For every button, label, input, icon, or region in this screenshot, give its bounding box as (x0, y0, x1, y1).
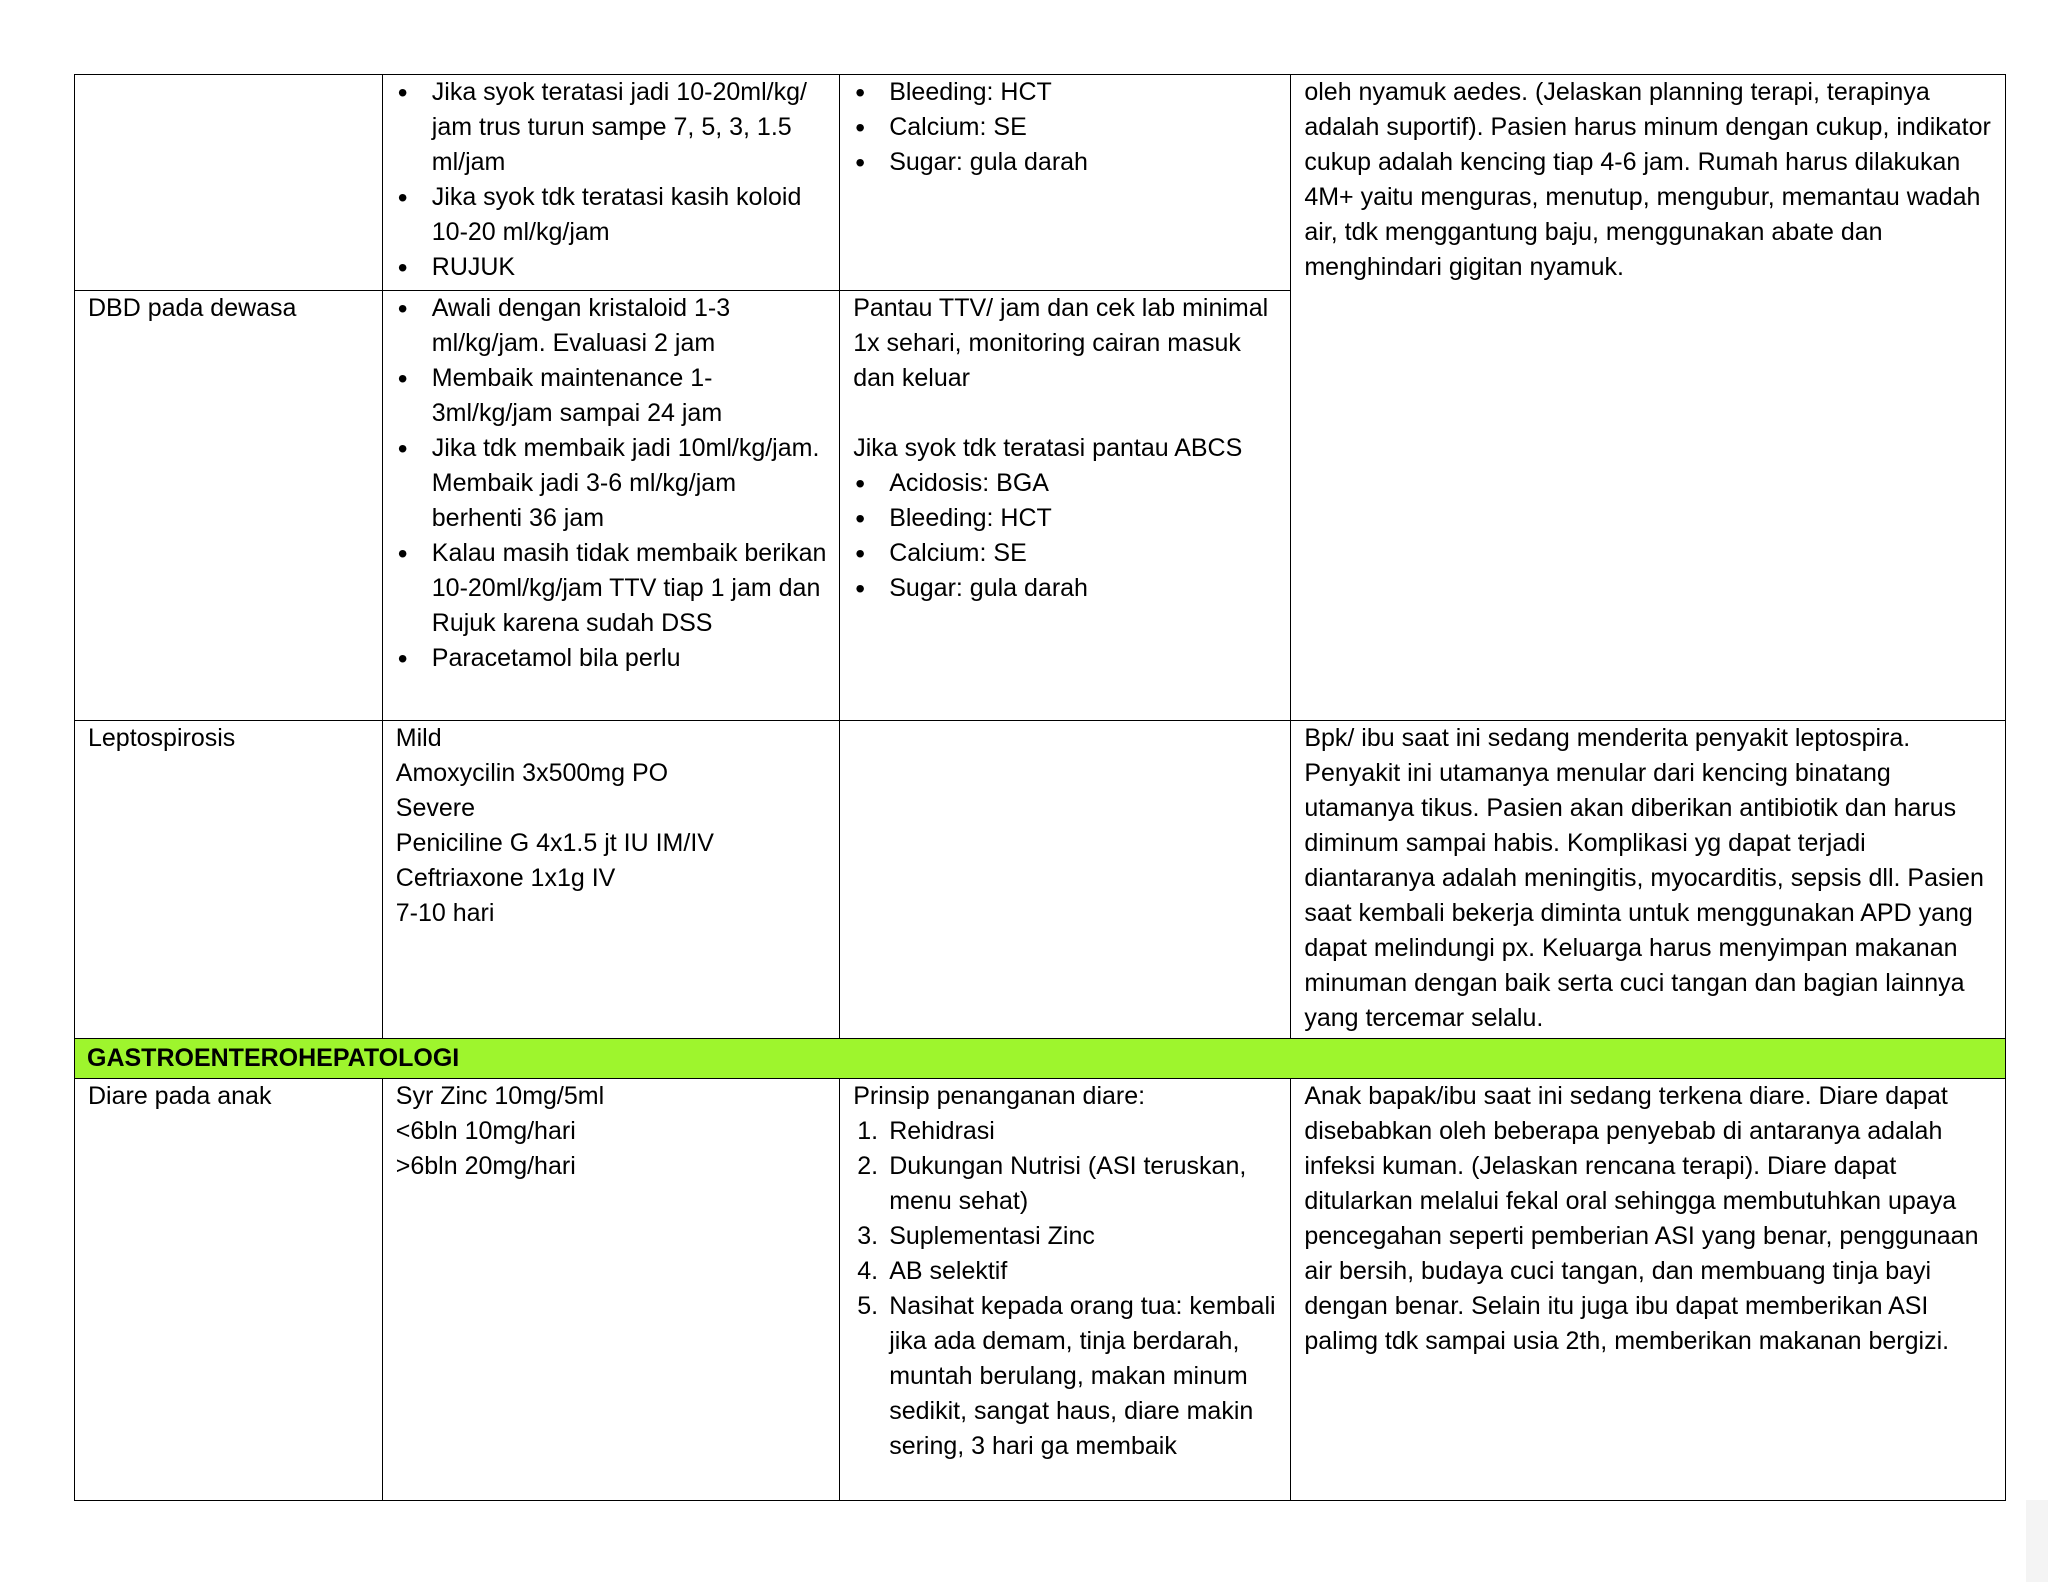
education-cell (1291, 1079, 2006, 1501)
list-number: 4. (857, 1257, 879, 1285)
list-item (853, 1254, 1278, 1289)
list-number: 3. (857, 1222, 879, 1250)
monitoring-text: Jika syok tdk teratasi pantau ABCS (853, 434, 1243, 462)
list-item: • RUJUK (396, 250, 827, 285)
list-number: 1. (857, 1117, 879, 1145)
monitoring-cell (840, 291, 1291, 721)
education-text: oleh nyamuk aedes. (Jelaskan planning terapi, terapinya adalah suportif). Pasien harus minum dengan cukup, indikator cukup adalah kencing tiap 4-6 jam. Rumah harus dilakukan 4M+ yaitu menguras, menutup, mengubur, memantau wadah air, tdk menggantung baju, menggunakan abate dan menghindari gigitan nyamuk. (1304, 78, 1991, 281)
list-item: • Calcium: SE (853, 536, 1278, 571)
list-item: • Acidosis: BGA (853, 466, 1278, 501)
therapy-line: >6bln 20mg/hari (395, 1152, 576, 1180)
monitoring-heading: Prinsip penanganan diare: (853, 1082, 1146, 1110)
monitoring-cell (840, 75, 1291, 291)
diagnosis-cell (75, 75, 383, 291)
therapy-line: Amoxycilin 3x500mg PO (395, 759, 669, 787)
therapy-line: Ceftriaxone 1x1g IV (395, 864, 616, 892)
table-row (75, 75, 2006, 291)
page-edge-decoration (2026, 1500, 2048, 1582)
education-cell (1291, 75, 2006, 721)
list-item: • Kalau masih tidak membaik berikan 10-20ml/kg/jam TTV tiap 1 jam dan Rujuk karena sudah DSS (396, 536, 827, 641)
list-number: 5. (857, 1292, 879, 1320)
diagnosis-cell (75, 1079, 383, 1501)
list-item (853, 1149, 1278, 1219)
list-item: • Awali dengan kristaloid 1-3 ml/kg/jam. Evaluasi 2 jam (396, 291, 827, 361)
therapy-list (396, 291, 827, 676)
diagnosis-label: Diare pada anak (88, 1082, 272, 1110)
therapy-line: Severe (395, 794, 475, 822)
table-row (75, 721, 2006, 1039)
diagnosis-cell (75, 721, 383, 1039)
list-item (853, 1114, 1278, 1149)
list-item (853, 1219, 1278, 1254)
list-text: Suplementasi Zinc (889, 1222, 1095, 1250)
list-item: • Jika syok tdk teratasi kasih koloid 10-20 ml/kg/jam (396, 180, 827, 250)
list-text: Dukungan Nutrisi (ASI teruskan, menu sehat) (889, 1152, 1247, 1215)
education-text: Anak bapak/ibu saat ini sedang terkena diare. Diare dapat disebabkan oleh beberapa penyebab di antaranya adalah infeksi kuman. (Jelaskan rencana terapi). Diare dapat ditularkan melalui fekal oral sehingga membutuhkan upaya pencegahan seperti pemberian ASI yang benar, penggunaan air bersih, budaya cuci tangan, dan membuang tinja bayi dengan benar. Selain itu juga ibu dapat memberikan ASI palimg tdk sampai usia 2th, memberikan makanan bergizi. (1304, 1082, 1979, 1355)
therapy-cell (382, 75, 839, 291)
list-number: 2. (857, 1152, 879, 1180)
list-item: • Paracetamol bila perlu (396, 641, 827, 676)
list-item: • Bleeding: HCT (853, 75, 1278, 110)
education-text: Bpk/ ibu saat ini sedang menderita penyakit leptospira. Penyakit ini utamanya menular dari kencing binatang utamanya tikus. Pasien akan diberikan antibiotik dan harus diminum sampai habis. Komplikasi yg dapat terjadi diantaranya adalah meningitis, myocarditis, sepsis dll. Pasien saat kembali bekerja diminta untuk menggunakan APD yang dapat melindungi px. Keluarga harus menyimpan makanan minuman dengan baik serta cuci tangan dan bagian lainnya yang tercemar selalu. (1304, 724, 1984, 1032)
list-item: • Sugar: gula darah (853, 145, 1278, 180)
table-row (75, 1079, 2006, 1501)
list-text: Rehidrasi (889, 1117, 995, 1145)
education-cell (1291, 721, 2006, 1039)
therapy-line: 7-10 hari (395, 899, 495, 927)
therapy-line: Mild (395, 724, 442, 752)
diagnosis-cell (75, 291, 383, 721)
therapy-cell (382, 291, 839, 721)
list-item: • Membaik maintenance 1-3ml/kg/jam sampai 24 jam (396, 361, 827, 431)
therapy-list (396, 75, 827, 285)
therapy-line: Peniciline G 4x1.5 jt IU IM/IV (395, 829, 714, 857)
list-text: Nasihat kepada orang tua: kembali jika ada demam, tinja berdarah, muntah berulang, makan minum sedikit, sangat haus, diare makin sering, 3 hari ga membaik (889, 1292, 1276, 1460)
therapy-cell (382, 1079, 839, 1501)
therapy-cell (382, 721, 839, 1039)
list-item: • Jika tdk membaik jadi 10ml/kg/jam. Membaik jadi 3-6 ml/kg/jam berhenti 36 jam (396, 431, 827, 536)
section-header: GASTROENTEROHEPATOLOGI (75, 1039, 2006, 1079)
list-item: • Bleeding: HCT (853, 501, 1278, 536)
therapy-line: <6bln 10mg/hari (395, 1117, 576, 1145)
monitoring-list (853, 466, 1278, 606)
list-item: • Jika syok teratasi jadi 10-20ml/kg/ jam trus turun sampe 7, 5, 3, 1.5 ml/jam (396, 75, 827, 180)
list-text: AB selektif (889, 1257, 1008, 1285)
list-item (853, 1289, 1278, 1464)
monitoring-cell (840, 721, 1291, 1039)
therapy-line: Syr Zinc 10mg/5ml (395, 1082, 605, 1110)
clinical-table (74, 74, 2006, 1501)
principles-list (853, 1114, 1278, 1464)
monitoring-list (853, 75, 1278, 180)
spacer (853, 396, 1278, 431)
diagnosis-label: DBD pada dewasa (88, 294, 297, 322)
list-item: • Sugar: gula darah (853, 571, 1278, 606)
list-item: • Calcium: SE (853, 110, 1278, 145)
section-row (75, 1039, 2006, 1079)
monitoring-cell (840, 1079, 1291, 1501)
monitoring-text: Pantau TTV/ jam dan cek lab minimal 1x sehari, monitoring cairan masuk dan keluar (853, 294, 1269, 392)
diagnosis-label: Leptospirosis (88, 724, 236, 752)
